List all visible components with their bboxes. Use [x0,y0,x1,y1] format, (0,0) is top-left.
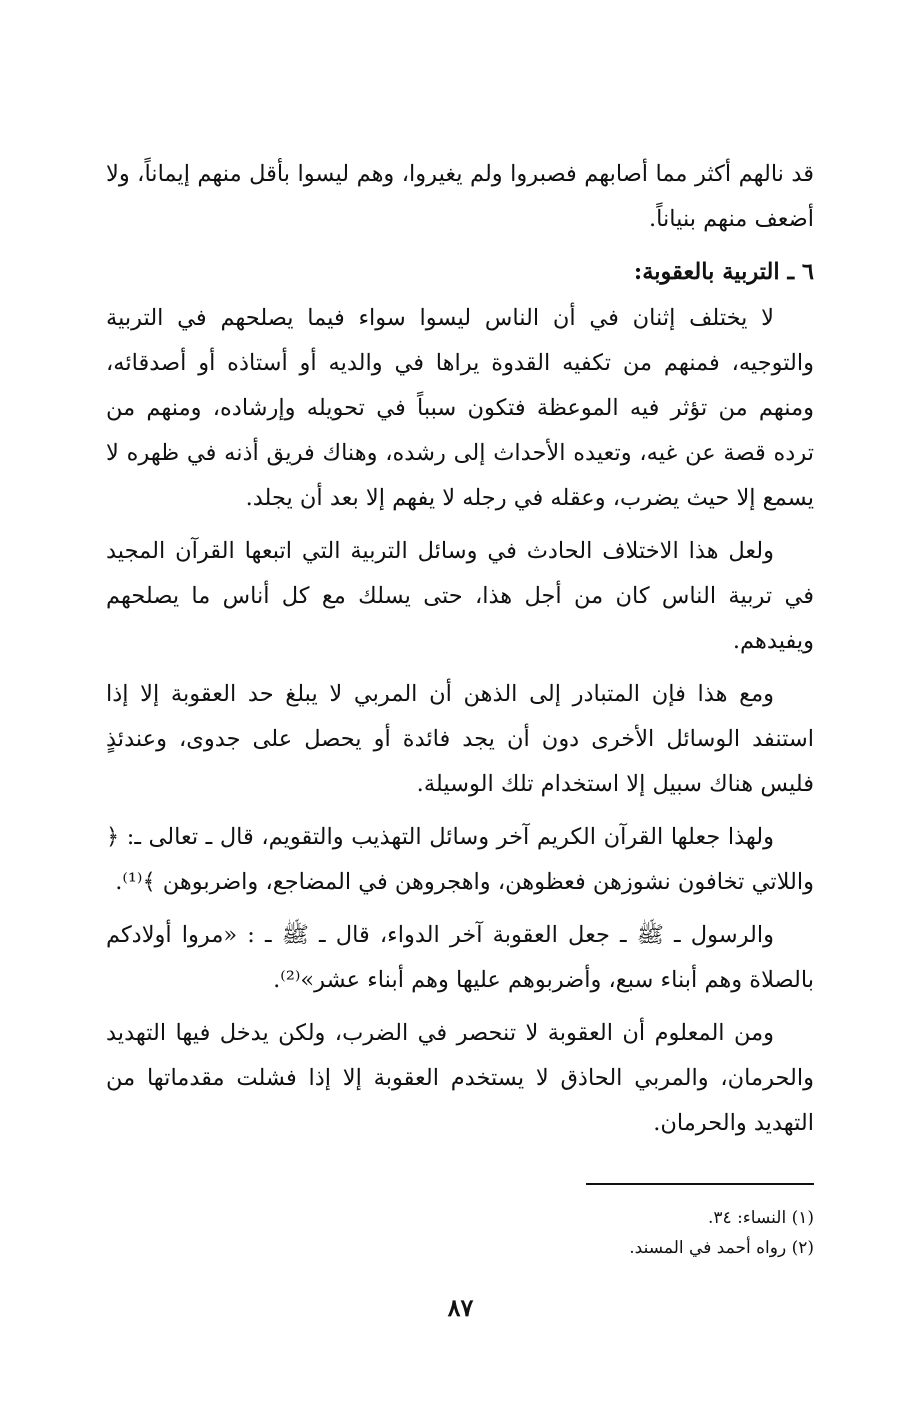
body-text [106,296,814,1154]
paragraph-1: لا يختلف إثنان في أن الناس ليسوا سواء فيما يصلحهم في التربية والتوجيه، فمنهم من تكفيه القدوة يراها في والديه أو أستاذه أو أصدقائه، ومنهم من تؤثر فيه الموعظة فتكون سبباً في تحويله وإرشاده، ومنهم من ترده قصة عن غيه، وتعيده الأحداث إلى رشده، وهناك فريق أذنه في ظهره لا يسمع إلا حيث يضرب، وعقله في رجله لا يفهم إلا بعد أن يجلد. [106,305,814,511]
footnote-1: (١) النساء: ٣٤. [708,1208,814,1228]
paragraph-3: ومع هذا فإن المتبادر إلى الذهن أن المربي لا يبلغ حد العقوبة إلا إذا استنفد الوسائل الأخرى دون أن يجد فائدة أو يحصل على جدوى، وعندئذٍ فليس هناك سبيل إلا استخدام تلك الوسيلة. [106,681,814,797]
intro-text: قد نالهم أكثر مما أصابهم فصبروا ولم يغيروا، وهم ليسوا بأقل منهم إيماناً، ولا أضعف منهم بنياناً. [106,161,814,232]
paragraph-5: والرسول ـ ﷺ ـ جعل العقوبة آخر الدواء، قال ـ ﷺ ـ : «مروا أولادكم بالصلاة وهم أبناء سبع، وأضربوهم عليها وهم أبناء عشر»⁽²⁾. [106,922,814,993]
footnote-2: (٢) رواه أحمد في المسند. [629,1238,814,1258]
paragraph-6: ومن المعلوم أن العقوبة لا تنحصر في الضرب، ولكن يدخل فيها التهديد والحرمان، والمربي الحاذق لا يستخدم العقوبة إلا إذا فشلت مقدماتها من التهديد والحرمان. [106,1020,814,1136]
intro-paragraph [106,152,814,242]
footnote-separator [586,1183,814,1185]
paragraph-4: ولهذا جعلها القرآن الكريم آخر وسائل التهذيب والتقويم، قال ـ تعالى ـ: ﴿ واللاتي تخافون نشوزهن فعظوهن، واهجروهن في المضاجع، واضربوهن ﴾⁽¹⁾. [106,824,814,895]
section-heading: ٦ ـ التربية بالعقوبة: [633,259,814,285]
paragraph-2: ولعل هذا الاختلاف الحادث في وسائل التربية التي اتبعها القرآن المجيد في تربية الناس كان من أجل هذا، حتى يسلك مع كل أناس ما يصلحهم ويفيدهم. [106,538,814,654]
page-number: ٨٧ [447,1293,474,1322]
footnotes [106,1203,814,1263]
